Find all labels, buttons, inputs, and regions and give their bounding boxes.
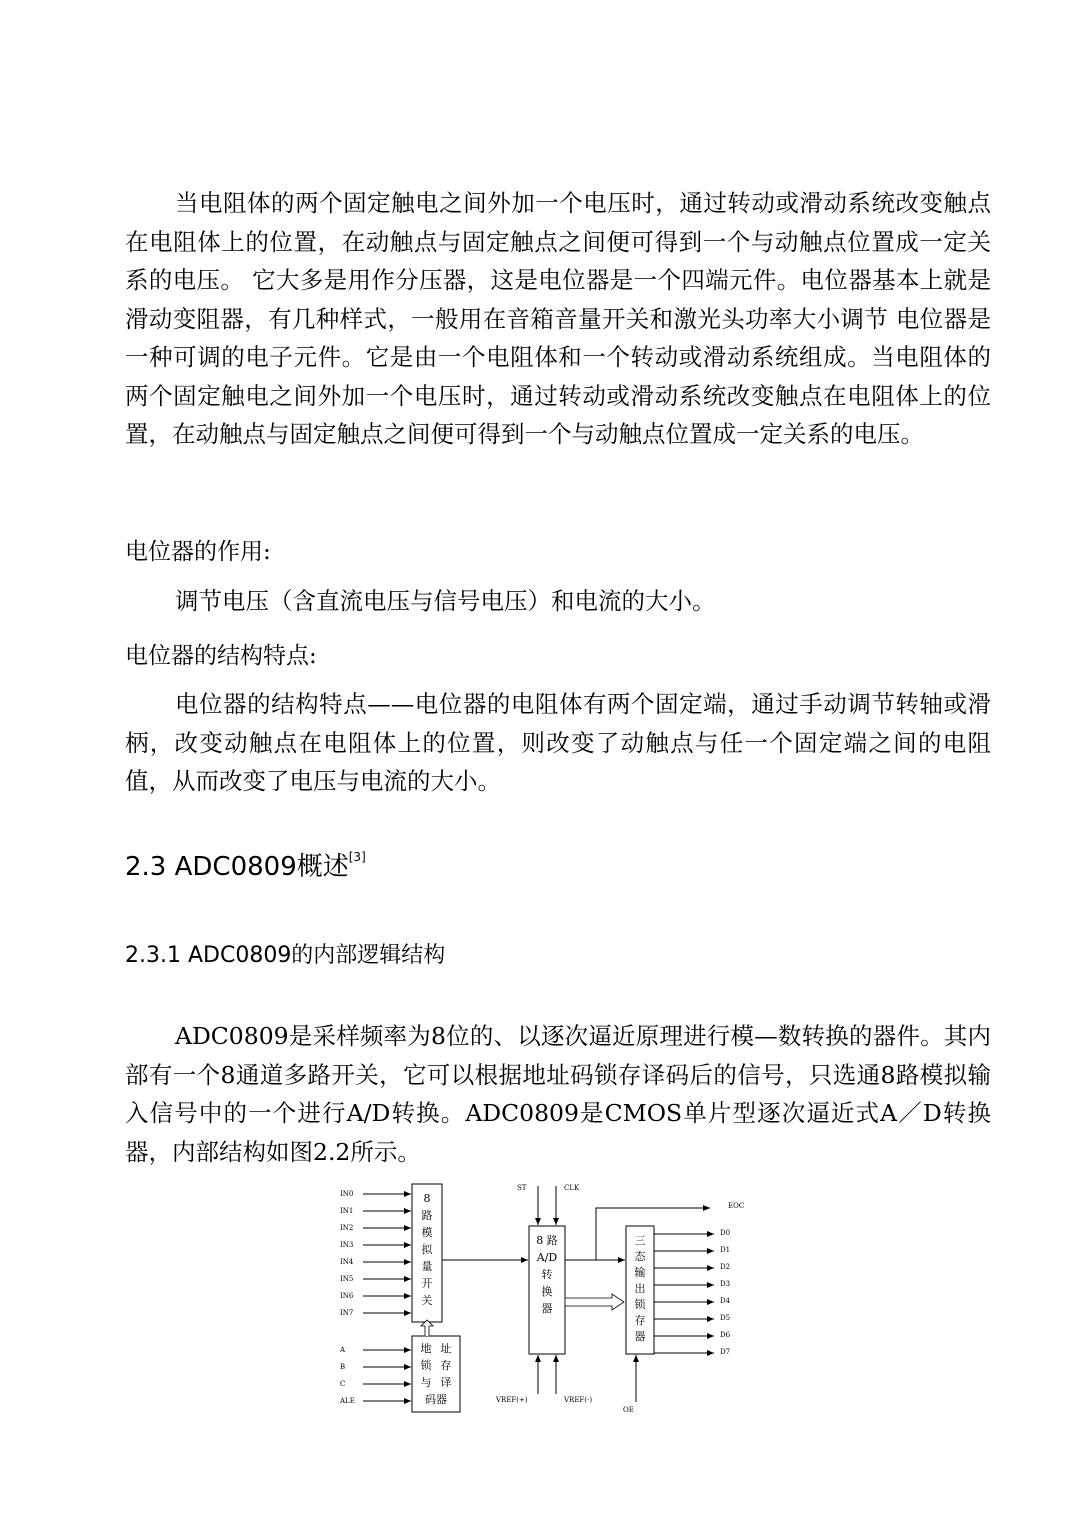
latch-char: 译 (440, 1376, 452, 1389)
output-label-d2: D2 (720, 1263, 731, 1271)
latch-char: 地 (420, 1342, 432, 1355)
output-label-d4: D4 (720, 1297, 731, 1305)
mux-inputs (340, 1190, 411, 1317)
address-label-b: B (340, 1363, 346, 1371)
adc-label (536, 1234, 558, 1315)
input-label-in1: IN1 (340, 1207, 354, 1215)
subsection-heading: 2.3.1 ADC0809的内部逻辑结构 (125, 943, 446, 968)
mux-char: 8 (423, 1192, 431, 1205)
adc-char: 器 (541, 1302, 553, 1315)
latch-char: 码器 (425, 1393, 447, 1406)
adc-char: 8 路 (536, 1234, 558, 1247)
output-latch-char: 出 (634, 1282, 646, 1295)
output-latch-char: 态 (634, 1250, 646, 1263)
mux-char: 模 (421, 1226, 433, 1239)
input-label-in0: IN0 (340, 1190, 354, 1198)
output-latch-char: 三 (634, 1234, 646, 1247)
section-title: 2.3 ADC0809概述 (125, 852, 349, 882)
adc-char: A/D (536, 1251, 558, 1264)
input-label-in2: IN2 (340, 1224, 354, 1232)
mux-char: 开 (421, 1277, 433, 1290)
mux-label (422, 1192, 434, 1307)
paragraph-potentiometer-intro: 当电阻体的两个固定触电之间外加一个电压时，通过转动或滑动系统改变触点在电阻体上的位置，在动触点与固定触点之间便可得到一个与动触点位置成一定关系的电压。 它大多是用作分压器，这是电位器是一个四端元件。电位器基本上就是滑动变阻器，有几种样式，一般用在音箱音量开关和激光头功率大小调节 电位器是一种可调的电子元件。它是由一个电阻体和一个转动或滑动系统组成。当电阻体的两个固定触电之间外加一个电压时，通过转动或滑动系统改变触点在电阻体上的位置，在动触点与固定触点之间便可得到一个与动触点位置成一定关系的电压。 (125, 189, 991, 448)
label-function: 电位器的作用: (125, 539, 271, 565)
input-label-in3: IN3 (340, 1241, 354, 1249)
output-latch-char: 存 (634, 1314, 646, 1327)
latch-label (421, 1341, 452, 1406)
eoc-label: EOC (728, 1202, 745, 1210)
address-label-a: A (340, 1346, 346, 1354)
st-label: ST (517, 1184, 527, 1192)
latch-char: 与 (420, 1376, 432, 1389)
adc-char: 转 (541, 1268, 553, 1281)
adc-char: 换 (541, 1285, 553, 1298)
output-latch-char: 输 (634, 1266, 646, 1279)
output-latch-char: 器 (634, 1330, 646, 1343)
clk-label: CLK (564, 1184, 580, 1192)
output-label-d3: D3 (720, 1280, 731, 1288)
output-latch-label (635, 1234, 647, 1343)
output-label-d7: D7 (720, 1348, 731, 1356)
paragraph-structure: 电位器的结构特点——电位器的电阻体有两个固定端，通过手动调节转轴或滑柄，改变动触点在电阻体上的位置，则改变了动触点与任一个固定端之间的电阻值，从而改变了电压与电流的大小。 (125, 690, 991, 795)
mux-char: 路 (421, 1209, 433, 1222)
latch-char: 存 (440, 1359, 452, 1372)
vref-neg-label: VREF(-) (564, 1396, 593, 1404)
mux-char: 关 (421, 1294, 433, 1307)
input-label-in7: IN7 (340, 1309, 354, 1317)
mux-char: 拟 (421, 1243, 433, 1256)
input-label-in5: IN5 (340, 1275, 354, 1283)
output-label-d5: D5 (720, 1314, 731, 1322)
adc0809-block-diagram (330, 1178, 760, 1418)
section-heading (125, 846, 366, 883)
mux-char: 量 (421, 1260, 433, 1273)
input-label-in6: IN6 (340, 1292, 354, 1300)
address-inputs (339, 1346, 411, 1405)
section-reference: [3] (348, 850, 366, 864)
oe-label: OE (623, 1406, 634, 1414)
adc-to-output-hollow-arrow (565, 1294, 624, 1310)
paragraph-function: 调节电压（含直流电压与信号电压）和电流的大小。 (175, 587, 716, 615)
output-label-d0: D0 (720, 1229, 731, 1237)
address-label-c: C (340, 1380, 346, 1388)
latch-char: 锁 (420, 1359, 432, 1372)
output-latch-char: 锁 (634, 1298, 646, 1311)
data-outputs (654, 1229, 731, 1356)
output-label-d6: D6 (720, 1331, 731, 1339)
label-structure: 电位器的结构特点: (125, 643, 317, 669)
latch-char: 址 (440, 1342, 452, 1355)
address-label-ale: ALE (340, 1397, 355, 1405)
paragraph-adc0809: ADC0809是采样频率为8位的、以逐次逼近原理进行模—数转换的器件。其内部有一个8通道多路开关，它可以根据地址码锁存译码后的信号，只选通8路模拟输入信号中的一个进行A/D转换。ADC0809是CMOS单片型逐次逼近式A／D转换器，内部结构如图2.2所示。 (125, 1022, 991, 1166)
vref-pos-label: VREF(+) (496, 1396, 528, 1404)
output-label-d1: D1 (720, 1246, 731, 1254)
input-label-in4: IN4 (340, 1258, 354, 1266)
